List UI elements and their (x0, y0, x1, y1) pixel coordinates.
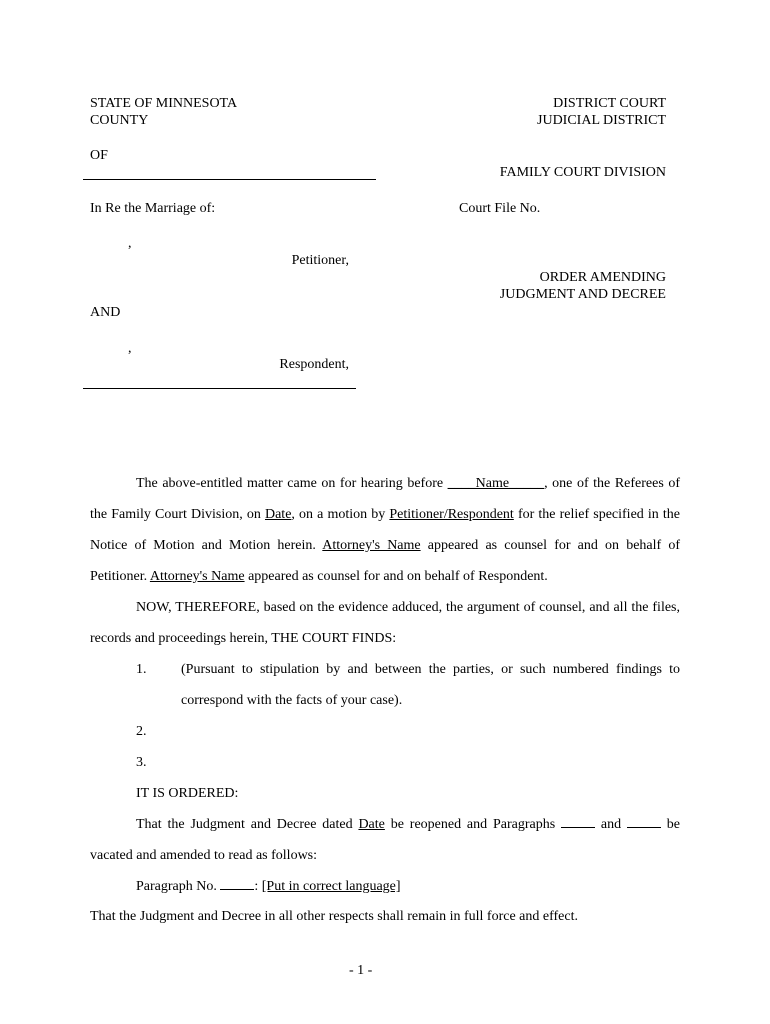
respondent-label: Respondent, (279, 357, 349, 372)
paragraph-no-line (136, 877, 401, 895)
full-force-paragraph: That the Judgment and Decree in all other respects shall remain in full force and effect. (90, 909, 578, 924)
caption-rule-bottom (83, 388, 356, 389)
court-file-label: Court File No. (459, 201, 541, 216)
paragraph-blank-1 (561, 815, 595, 828)
respondent-attorney-field: Attorney's Name (149, 569, 245, 584)
finding-1-number: 1. (136, 662, 147, 677)
order-title-line2: JUDGMENT AND DECREE (499, 287, 666, 302)
respondent-comma: , (128, 341, 132, 356)
order-text: be reopened and Paragraphs (384, 817, 562, 832)
division-heading: FAMILY COURT DIVISION (499, 165, 666, 180)
order-text: and (595, 817, 627, 832)
hearing-date-field: Date (264, 507, 292, 522)
of-label: OF (90, 148, 108, 163)
page-number: - 1 - (349, 963, 373, 978)
order-paragraph (90, 809, 680, 871)
paragraph-no-blank (220, 877, 254, 890)
moving-party-field: Petitioner/Respondent (389, 507, 514, 522)
paragraph-no-colon: : (254, 879, 262, 894)
finding-3-number: 3. (136, 755, 147, 770)
caption-rule-top (83, 179, 376, 180)
order-text: be vacated and amended to read as follows: (90, 817, 680, 863)
hearing-text: for the relief specified in the Notice of Motion and Motion herein. (90, 507, 681, 553)
decree-date-field: Date (358, 817, 385, 832)
findings-intro-paragraph: NOW, THEREFORE, based on the evidence adduced, the argument of counsel, and all the files, records and proceedings herein, THE COURT FINDS: (90, 600, 680, 646)
in-re-label: In Re the Marriage of: (90, 201, 216, 216)
hearing-text: , one of the Referees of the Family Court Division, on (90, 476, 681, 522)
finding-2-number: 2. (136, 724, 147, 739)
petitioner-attorney-field: Attorney's Name (322, 538, 421, 553)
state-heading: STATE OF MINNESOTA (90, 96, 238, 111)
ordered-heading: IT IS ORDERED: (136, 786, 239, 801)
court-heading: DISTRICT COURT (553, 96, 666, 111)
order-text: That the Judgment and Decree dated (136, 817, 359, 832)
finding-1-text: (Pursuant to stipulation by and between the parties, or such numbered findings to correspond with the facts of your case). (181, 662, 680, 708)
hearing-text: , on a motion by (291, 507, 390, 522)
order-title-line1: ORDER AMENDING (539, 270, 666, 285)
paragraph-no-label: Paragraph No. (136, 879, 221, 894)
petitioner-label: Petitioner, (291, 253, 349, 268)
paragraph-blank-2 (627, 815, 661, 828)
county-heading: COUNTY (90, 113, 149, 128)
correct-language-field: [Put in correct language] (261, 879, 401, 894)
referee-name-field: ____Name_____ (447, 476, 545, 491)
hearing-text: appeared as counsel for and on behalf of Respondent. (244, 569, 548, 584)
hearing-text: The above-entitled matter came on for hearing before (136, 476, 448, 491)
hearing-text: appeared as counsel for and on behalf of Petitioner. (90, 538, 680, 584)
petitioner-comma: , (128, 236, 132, 251)
and-label: AND (90, 305, 121, 320)
hearing-paragraph (90, 468, 680, 592)
district-heading: JUDICIAL DISTRICT (537, 113, 666, 128)
